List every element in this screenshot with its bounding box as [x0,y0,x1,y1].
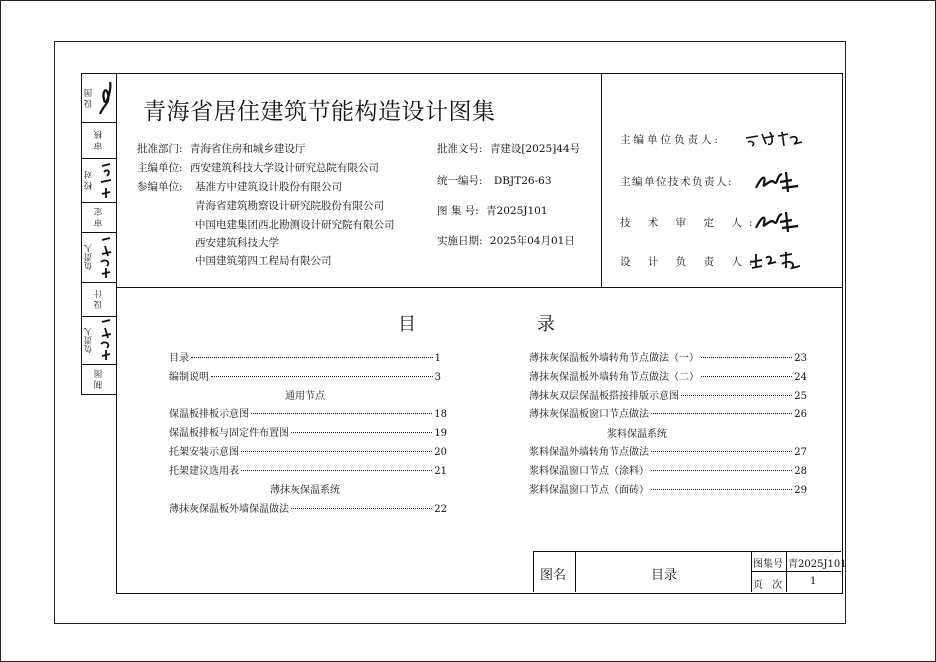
strip-cell [82,202,117,233]
signature-image [96,158,116,202]
chief-unit-label: 主编单位: [137,162,183,174]
toc-entry-title: 薄抹灰双层保温板搭接排版示意图 [529,391,679,402]
doc-no: 青建设[2025]44号 [489,143,581,155]
toc-entry-title: 目录 [169,353,189,364]
strip-label: 审 定 [94,207,104,227]
toc-entry-page: 1 [434,353,441,364]
toc-entry-title: 浆料保温窗口节点（面砖） [529,485,649,496]
toc-entry-page: 21 [434,466,447,477]
toc-entry[interactable] [169,405,447,419]
toc-entry-title: 浆料保温外墙转角节点做法 [529,447,649,458]
strip-cell [82,158,117,203]
toc-entry[interactable] [529,349,807,363]
leader-dots [241,470,432,471]
atlas-no-label: 图 集 号: [437,205,479,217]
header-divider [116,287,842,288]
signature-image [744,128,804,150]
signature-image [96,232,116,282]
unified-no-row [437,174,552,188]
impl-date: 2025年04月01日 [489,235,575,247]
toc-section-heading: 通用节点 [285,391,325,402]
strip-cell [82,74,117,123]
strip-label: 设 图 [84,88,94,108]
co-unit: 青海省建筑勘察设计研究院股份有限公司 [195,200,384,212]
toc-heading-left: 目 [398,314,416,335]
toc-entry[interactable] [529,405,807,419]
toc-entry-title: 薄抹灰保温板外墙转角节点做法（一） [529,353,699,364]
toc-entry[interactable] [169,368,441,382]
toc-section-heading: 浆料保温系统 [607,429,667,440]
leader-dots [701,357,792,358]
approval-dept-row [137,142,305,156]
strip-cell [82,316,117,365]
toc-entry[interactable] [529,462,807,476]
atlas-no: 青2025J101 [788,559,847,570]
unified-no: DBJT26-63 [493,175,552,187]
toc-entry-title: 薄抹灰保温板窗口节点做法 [529,409,649,420]
leader-dots [291,508,432,509]
toc-entry[interactable] [529,443,807,457]
chief-unit-row [137,161,379,175]
leader-dots [291,432,432,433]
strip-label: 校 对 [84,170,94,190]
toc-entry-page: 18 [434,409,447,420]
strip-cell [82,282,117,317]
strip-label: 制 图 [94,369,104,389]
toc-entry-page: 20 [434,447,447,458]
toc-heading-right: 录 [537,314,555,335]
co-units-label: 参编单位: [137,181,183,193]
approval-strip [81,73,117,395]
toc-entry[interactable] [169,443,447,457]
impl-date-label: 实施日期: [437,235,483,247]
chief-unit-tech-head-label: 主编单位技术负责人: [620,176,734,188]
signature-image [748,250,802,272]
toc-entry[interactable] [169,349,441,363]
title-block [533,551,847,592]
toc-entry-title: 薄抹灰保温板外墙保温做法 [169,504,289,515]
co-unit: 中国电建集团西北勘测设计研究院有限公司 [195,219,395,231]
toc-entry-page: 29 [794,485,807,496]
title-block-border [575,551,576,592]
atlas-no: 青2025J101 [486,205,548,217]
title-block-border [751,571,841,572]
signature-image [752,168,800,194]
atlas-title: 青海省居住建筑节能构造设计图集 [143,99,496,125]
co-unit: 中国建筑第四工程局有限公司 [195,255,332,267]
toc-entry-title: 浆料保温窗口节点（涂料） [529,466,649,477]
strip-cell [82,364,117,394]
toc-section-heading: 薄抹灰保温系统 [270,485,340,496]
leader-dots [651,413,792,414]
toc-entry-page: 28 [794,466,807,477]
toc-entry-title: 保温板排板与固定件布置图 [169,428,289,439]
strip-label: 负责人 [84,327,94,353]
co-unit: 基准方中建筑设计股份有限公司 [195,181,342,193]
toc-entry-title: 托架建议选用表 [169,466,239,477]
signature-image [96,74,116,122]
toc-entry-page: 23 [794,353,807,364]
page-number: 1 [810,576,817,587]
strip-label: 设 计 [94,289,104,309]
toc-entry[interactable] [169,424,447,438]
atlas-no-row [437,204,548,218]
strip-cell [82,122,117,159]
drawing-name-label: 图名 [540,568,567,583]
leader-dots [651,470,792,471]
strip-label: 负责人 [84,244,94,270]
toc-entry-page: 27 [794,447,807,458]
leader-dots [241,451,432,452]
leader-dots [651,451,792,452]
toc-entry-title: 保温板排板示意图 [169,409,249,420]
signature-image [96,316,116,364]
toc-entry-title: 编制说明 [169,372,209,383]
leader-dots [651,489,792,490]
toc-entry-page: 3 [434,372,441,383]
toc-entry-page: 19 [434,428,447,439]
toc-entry-page: 22 [434,504,447,515]
design-lead-label: 设 计 负 责 人: [620,256,760,268]
leader-dots [701,376,792,377]
drawing-name: 目录 [651,568,678,583]
chief-unit: 西安建筑科技大学设计研究总院有限公司 [189,162,379,174]
unified-no-label: 统一编号: [437,175,483,187]
leader-dots [251,413,432,414]
title-block-border [533,551,841,552]
chief-unit-head-label: 主编单位负责人: [620,134,722,146]
technical-reviewer-label: 技 术 审 定 人: [620,217,760,229]
toc-entry-page: 24 [794,372,807,383]
toc-entry-title: 薄抹灰保温板外墙转角节点做法（二） [529,372,699,383]
approval-dept: 青海省住房和城乡建设厅 [189,143,306,155]
toc-entry-page: 25 [794,391,807,402]
doc-no-row [437,142,580,156]
title-block-border [533,551,534,592]
impl-date-row [437,234,575,248]
signature-image [752,208,800,234]
co-unit: 西安建筑科技大学 [195,237,279,249]
header-vertical-divider [601,73,602,287]
toc-entry[interactable] [169,500,447,514]
leader-dots [211,376,433,377]
toc-entry[interactable] [529,368,807,382]
toc-entry-title: 托架安装示意图 [169,447,239,458]
toc-entry[interactable] [529,481,807,495]
atlas-no-label: 图集号 [753,559,783,570]
approval-dept-label: 批准部门: [137,143,183,155]
leader-dots [191,357,433,358]
leader-dots [681,395,792,396]
strip-cell [82,232,117,283]
page-label: 页 次 [753,580,786,591]
toc-entry[interactable] [169,462,447,476]
strip-label: 审 核 [94,130,104,150]
toc-entry-page: 26 [794,409,807,420]
doc-no-label: 批准文号: [437,143,483,155]
toc-entry[interactable] [529,387,807,401]
